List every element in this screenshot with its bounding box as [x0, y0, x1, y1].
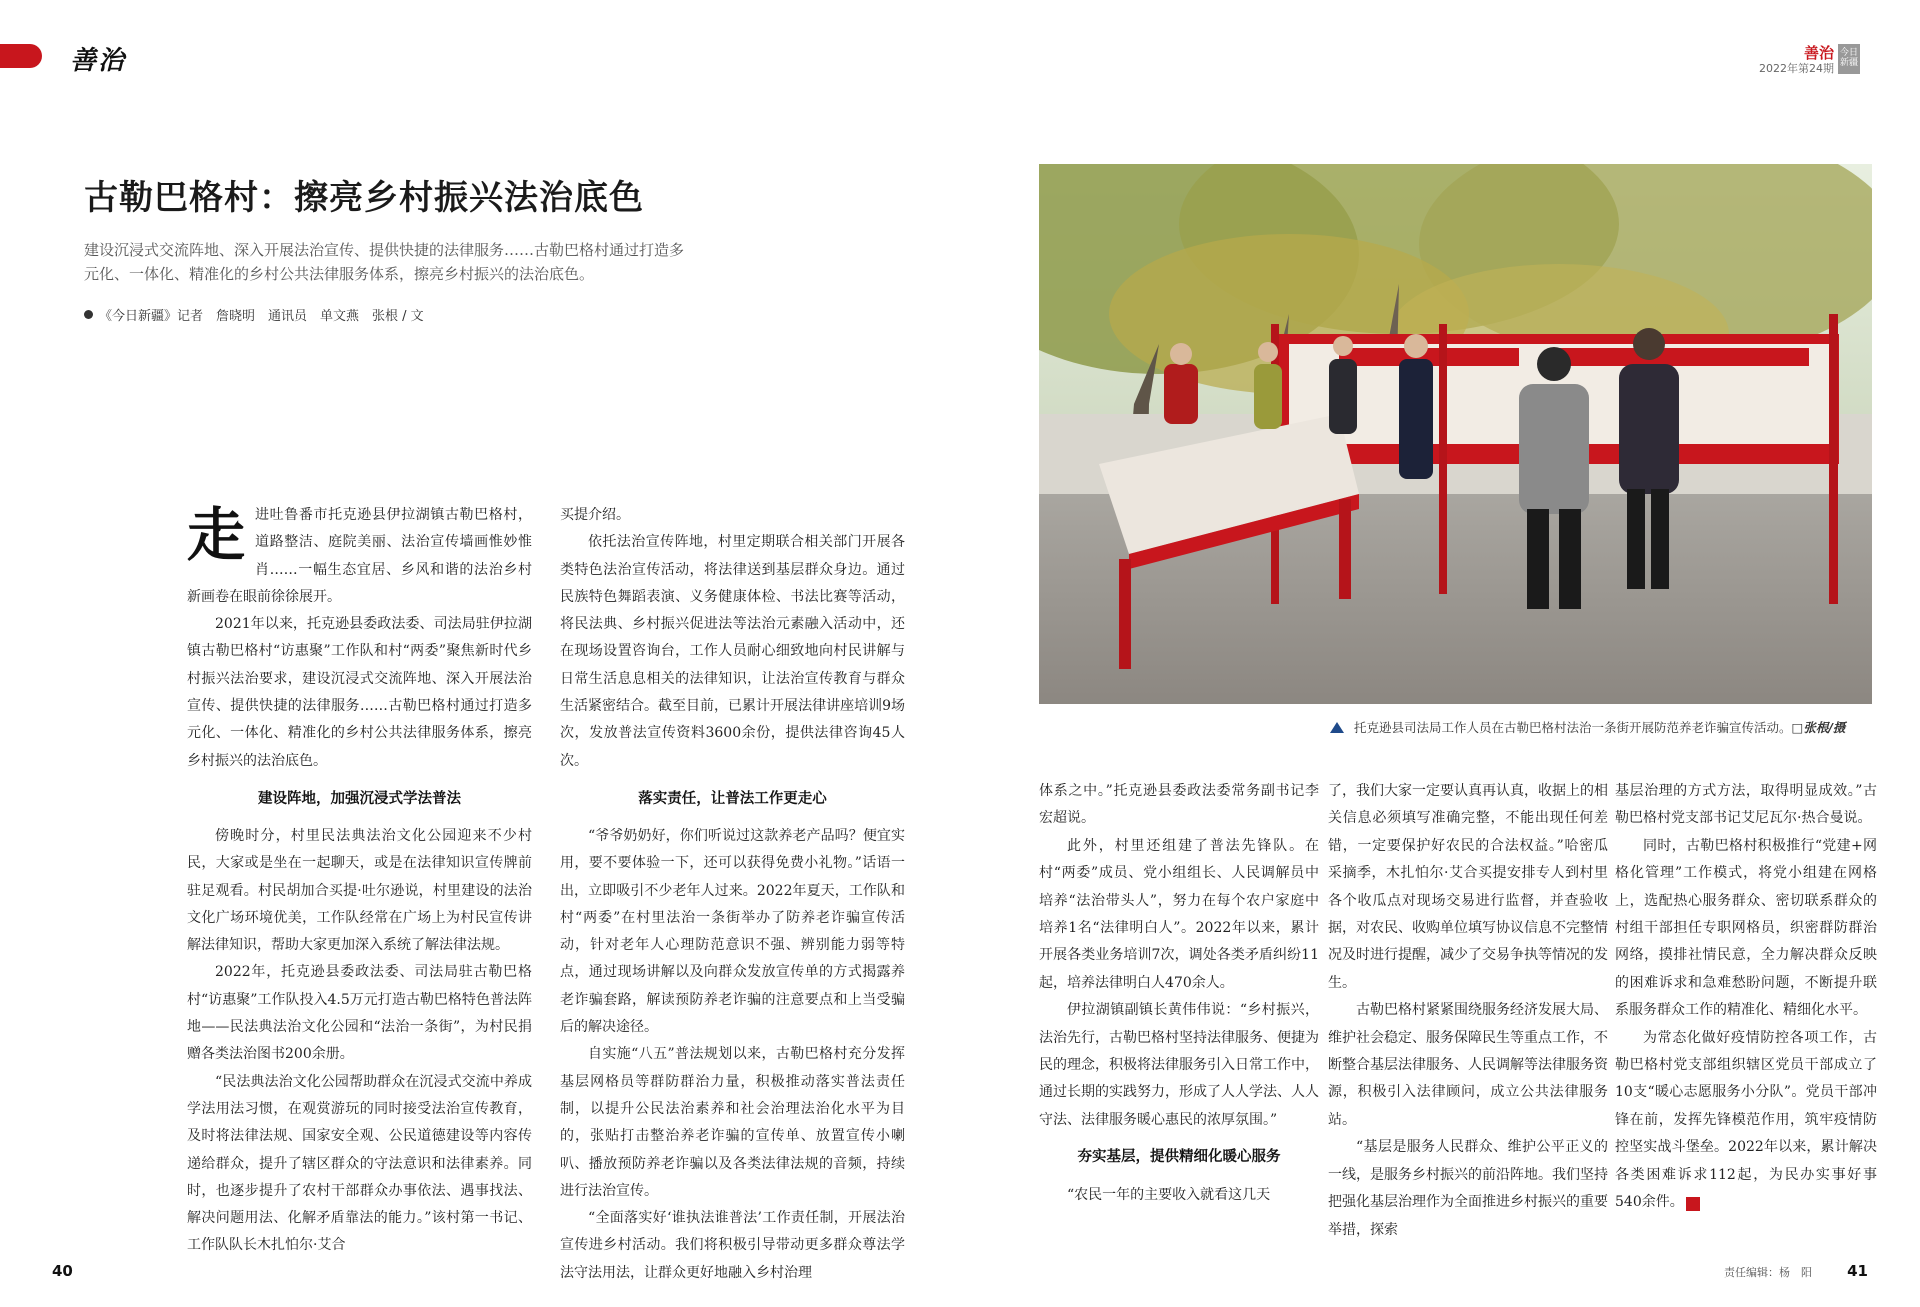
paragraph: “农民一年的主要收入就看这几天	[1067, 1186, 1271, 1203]
byline	[84, 305, 424, 324]
page-number-left: 40	[52, 1262, 73, 1280]
paragraph: 同时，古勒巴格村积极推行“党建+网格化管理”工作模式，将党小组建在网格上，选配热心服务群众、密切联系群众的村组干部担任专职网格员，织密群防群治网络，摸排社情民意，全力解决群众反映的困难诉求和急难愁盼问题，不断提升联系服务群众工作的精准化、精细化水平。	[1615, 837, 1877, 1019]
article-photo	[1039, 164, 1872, 704]
paragraph: 2021年以来，托克逊县委政法委、司法局驻伊拉湖镇古勒巴格村“访惠聚”工作队和村“两委”聚焦新时代乡村振兴法治要求，建设沉浸式交流阵地、深入开展法治宣传、提供快捷的法律服务……古勒巴格村通过打造多元化、一体化、精准化的乡村公共法律服务体系，擦亮乡村振兴的法治底色。	[187, 616, 532, 769]
article-title	[84, 170, 644, 219]
paragraph: 了，我们大家一定要认真再认真，收据上的相关信息必须填写准确完整，不能出现任何差错，一定要保护好农民的合法权益。”哈密瓜采摘季，木扎怕尔·艾合买提安排专人到村里各个收瓜点对现场交易进行监督，并查验收据，对农民、收购单位填写协议信息不完整情况及时进行提醒，减少了交易争执等情况的发生。	[1328, 783, 1608, 991]
column-4	[1328, 778, 1608, 1244]
section-label-right: 善治	[1803, 44, 1834, 62]
column-3	[1039, 778, 1319, 1209]
paragraph-text: 为常态化做好疫情防控各项工作，古勒巴格村党支部组织辖区党员干部成立了10支“暖心志愿服务小分队”。党员干部冲锋在前，发挥先锋模范作用，筑牢疫情防控坚实战斗堡垒。2022年以来，累计解决各类困难诉求112起，为民办实事好事540余件。	[1615, 1029, 1877, 1211]
page-number-right: 41	[1847, 1262, 1868, 1280]
subheading: 夯实基层，提供精细化暖心服务	[1077, 1149, 1281, 1166]
issue-number: 2022年第24期	[1759, 62, 1834, 75]
issue-header	[1759, 44, 1834, 76]
subheading: 落实责任，让普法工作更走心	[638, 790, 827, 807]
photo-caption	[1330, 718, 1845, 736]
column-1	[187, 502, 532, 1260]
title-plain: 古勒巴格村：	[84, 178, 294, 218]
section-tab-marker	[0, 44, 42, 68]
paragraph: 傍晚时分，村里民法典法治文化公园迎来不少村民，大家或是坐在一起聊天，或是在法律知识宣传牌前驻足观看。村民胡加合买提·吐尔逊说，村里建设的法治文化广场环境优美，工作队经常在广场上为村民宣传讲解法律知识，帮助大家更加深入系统了解法律法规。	[187, 827, 532, 954]
paragraph: 此外，村里还组建了普法先锋队。在村“两委”成员、党小组组长、人民调解员中培养“法治带头人”，努力在每个农户家庭中培养1名“法律明白人”。2022年以来，累计开展各类业务培训7次，调处各类矛盾纠纷11起，培养法律明白人470余人。	[1039, 837, 1319, 991]
column-2	[560, 502, 905, 1287]
end-mark-icon: J	[1686, 1197, 1700, 1211]
subheading: 建设阵地，加强沉浸式学法普法	[258, 790, 461, 807]
article-lead: 建设沉浸式交流阵地、深入开展法治宣传、提供快捷的法律服务……古勒巴格村通过打造多元化、一体化、精准化的乡村公共法律服务体系，擦亮乡村振兴的法治底色。	[84, 241, 685, 283]
caption-text: 托克逊县司法局工作人员在古勒巴格村法治一条街开展防范养老诈骗宣传活动。	[1354, 720, 1792, 735]
paragraph: “民法典法治文化公园帮助群众在沉浸式交流中养成学法用法习惯，在观赏游玩的同时接受法治宣传教育，及时将法律法规、国家安全观、公民道德建设等内容传递给群众，提升了辖区群众的守法意识和法律素养。同时，也逐步提升了农村干部群众办事依法、遇事找法、解决问题用法、化解矛盾靠法的能力。”该村第一书记、工作队队长木扎怕尔·艾合	[187, 1073, 532, 1254]
paragraph	[1615, 1025, 1877, 1217]
column-5	[1615, 778, 1877, 1217]
paragraph	[187, 502, 532, 611]
title-bold: 擦亮乡村振兴法治底色	[294, 178, 644, 218]
paragraph-text: 进吐鲁番市托克逊县伊拉湖镇古勒巴格村，道路整洁、庭院美丽、法治宣传墙画惟妙惟肖……一幅生态宜居、乡风和谐的法治乡村新画卷在眼前徐徐展开。	[187, 507, 532, 605]
caption-triangle-icon	[1330, 722, 1344, 733]
paragraph: “爷爷奶奶好，你们听说过这款养老产品吗？便宜实用，要不要体验一下，还可以获得免费小礼物。”话语一出，立即吸引不少老年人过来。2022年夏天，工作队和村“两委”在村里法治一条街举办了防养老诈骗宣传活动，针对老年人心理防范意识不强、辨别能力弱等特点，通过现场讲解以及向群众发放宣传单的方式揭露养老诈骗套路，解读预防养老诈骗的注意要点和上当受骗后的解决途径。	[560, 827, 905, 1036]
bullet-icon	[84, 310, 93, 319]
paragraph: 古勒巴格村紧紧围绕服务经济发展大局、维护社会稳定、服务保障民生等重点工作，不断整合基层法律服务、人民调解等法律服务资源，积极引入法律顾问，成立公共法律服务站。	[1328, 1002, 1608, 1128]
paragraph: 伊拉湖镇副镇长黄伟伟说：“乡村振兴，法治先行，古勒巴格村坚持法律服务、便捷为民的理念，积极将法律服务引入日常工作中，通过长期的实践努力，形成了人人学法、人人守法、法律服务暖心惠民的浓厚氛围。”	[1039, 1002, 1319, 1128]
section-label-left: 善治	[70, 46, 127, 76]
photo-illustration	[1039, 164, 1872, 704]
paragraph: 自实施“八五”普法规划以来，古勒巴格村充分发挥基层网格员等群防群治力量，积极推动落实普法责任制，以提升公民法治素养和社会治理法治化水平为目的，张贴打击整治养老诈骗的宣传单、放置宣传小喇叭、播放预防养老诈骗以及各类法律法规的音频，持续进行法治宣传。	[560, 1046, 905, 1199]
photo-credit: □张根/摄	[1791, 720, 1846, 735]
editor-credit: 责任编辑：杨 阳	[1724, 1266, 1812, 1279]
drop-cap: 走	[187, 501, 246, 569]
byline-text: 《今日新疆》记者 詹晓明 通讯员 单文燕 张根 / 文	[99, 309, 424, 324]
paragraph: 依托法治宣传阵地，村里定期联合相关部门开展各类特色法治宣传活动，将法律送到基层群众身边。通过民族特色舞蹈表演、义务健康体检、书法比赛等活动，将民法典、乡村振兴促进法等法治元素融入活动中，还在现场设置咨询台，工作人员耐心细致地向村民讲解与日常生活息息相关的法律知识，让法治宣传教育与群众生活紧密结合。截至目前，已累计开展法律讲座培训9场次，发放普法宣传资料3600余份，提供法律咨询45人次。	[560, 534, 905, 769]
paragraph: “全面落实好‘谁执法谁普法’工作责任制，开展法治宣传进乡村活动。我们将积极引导带动更多群众尊法学法守法用法，让群众更好地融入乡村治理	[560, 1210, 905, 1281]
magazine-logo-badge: 今日新疆	[1838, 44, 1860, 74]
paragraph: 买提介绍。	[560, 507, 630, 523]
paragraph: 体系之中。”托克逊县委政法委常务副书记李宏超说。	[1039, 783, 1319, 827]
paragraph: 基层治理的方式方法，取得明显成效。”古勒巴格村党支部书记艾尼瓦尔·热合曼说。	[1615, 783, 1877, 827]
paragraph: 2022年，托克逊县委政法委、司法局驻古勒巴格村“访惠聚”工作队投入4.5万元打造古勒巴格特色普法阵地——民法典法治文化公园和“法治一条街”，为村民捐赠各类法治图书200余册。	[187, 964, 532, 1063]
paragraph: “基层是服务人民群众、维护公平正义的一线，是服务乡村振兴的前沿阵地。我们坚持把强化基层治理作为全面推进乡村振兴的重要举措，探索	[1328, 1139, 1608, 1238]
